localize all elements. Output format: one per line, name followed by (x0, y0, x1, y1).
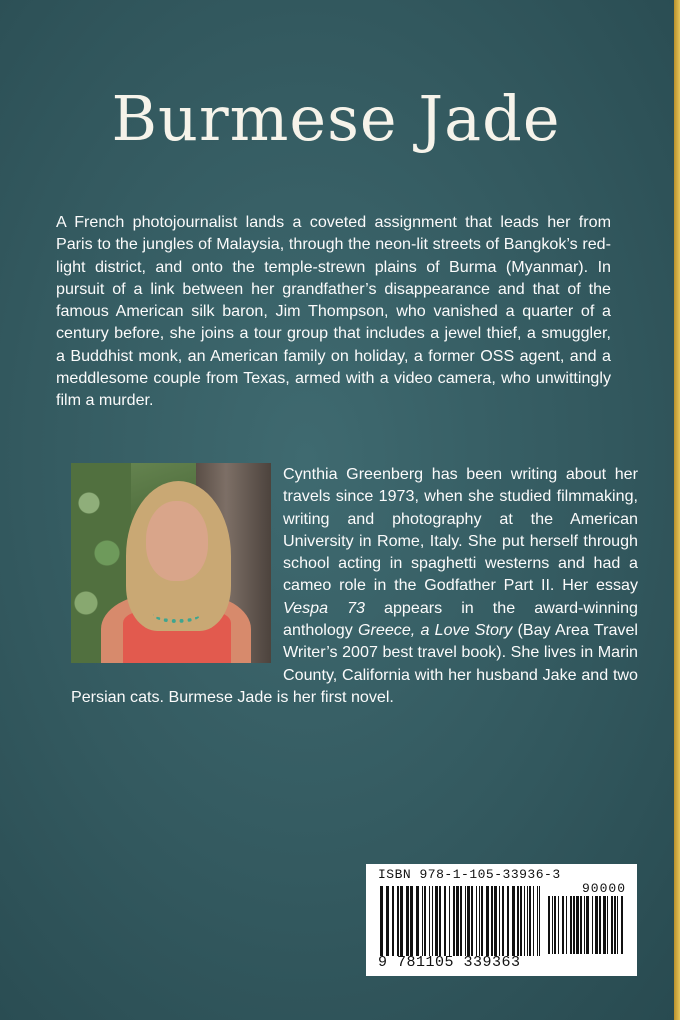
price-code: 90000 (581, 881, 626, 896)
book-title: Burmese Jade (111, 82, 561, 155)
bio-text-2: appears in the award-winning anthology (283, 598, 638, 640)
anthology-title: Greece, a Love Story (358, 621, 513, 640)
barcode-number: 9 781105 339363 (378, 954, 521, 971)
bio-text-3: (Bay Area Travel Writer’s 2007 best travel book). She lives in Marin County, California with her husband Jake and two Persian cats. Burmese Jade is her first novel. (71, 621, 638, 706)
barcode-bars (380, 886, 540, 956)
barcode-addon-bars (548, 896, 624, 954)
author-section (71, 463, 638, 708)
essay-title: Vespa 73 (283, 598, 365, 617)
book-blurb: A French photojournalist lands a coveted assignment that leads her from Paris to the jungles of Malaysia, through the neon-lit streets of Bangkok’s red-light district, and onto the temple-strewn plains of Burma (Myanmar). In pursuit of a link between her grandfather’s disappearance and that of the famous American silk baron, Jim Thompson, who vanished a quarter of a century before, she joins a tour group that includes a jewel thief, a smuggler, a Buddhist monk, an American family on holiday, a former OSS agent, and a meddlesome couple from Texas, armed with a video camera, who unwittingly film a murder. (56, 213, 611, 410)
spine-edge (674, 0, 680, 1020)
isbn-label: ISBN 978-1-105-33936-3 (378, 867, 561, 882)
bio-text-1: Cynthia Greenberg has been writing about her travels since 1973, when she studied filmmaking, writing and photography at the American University in Rome, Italy. She put herself through school acting in spaghetti westerns and had a cameo role in the Godfather Part II. Her essay (283, 465, 638, 595)
isbn-barcode (366, 864, 637, 976)
author-photo (71, 463, 271, 663)
